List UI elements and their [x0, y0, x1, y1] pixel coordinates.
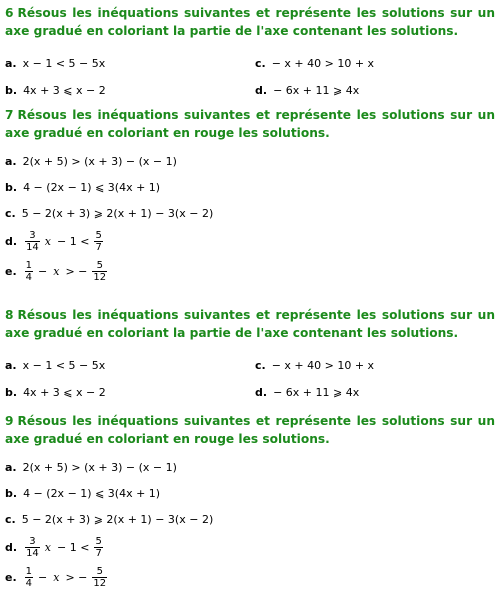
- item-expression: − x + 40 > 10 + x: [271, 57, 375, 70]
- item-label: c.: [5, 206, 16, 220]
- item-label: c.: [5, 512, 16, 526]
- operator: −: [38, 264, 48, 278]
- item-label: d.: [5, 234, 18, 248]
- exercise-instruction: Résous les inéquations suivantes et représente les solutions sur un axe gradué en coloriant la partie de l'axe contenant les solutions.: [5, 6, 495, 38]
- item-expression: x − 1 < 5 − 5x: [22, 57, 106, 70]
- fraction: [94, 230, 102, 253]
- inequation-a: [5, 454, 495, 480]
- fraction: [25, 230, 40, 253]
- item-label: e.: [5, 264, 17, 278]
- item-expression: 2(x + 5) > (x + 3) − (x − 1): [22, 460, 177, 474]
- inequation-c: [5, 200, 495, 226]
- fraction-denominator: 4: [25, 577, 33, 589]
- exercise-number: 8: [5, 308, 14, 322]
- inequation-c: [255, 50, 374, 77]
- fraction-denominator: 7: [95, 547, 102, 559]
- inequation-d: [255, 77, 359, 104]
- inequation-a: [5, 352, 105, 379]
- variable: x: [44, 540, 52, 554]
- inequation-row: [5, 50, 495, 77]
- inequation-c: [255, 352, 374, 379]
- fraction-denominator: 14: [26, 241, 39, 253]
- fraction-numerator: 1: [25, 259, 33, 271]
- item-expression: − 6x + 11 ⩾ 4x: [273, 386, 360, 399]
- item-label: a.: [5, 460, 17, 474]
- exercise-title: [5, 412, 495, 448]
- item-label: b.: [5, 486, 18, 500]
- item-label: b.: [5, 180, 18, 194]
- variable: x: [44, 234, 52, 248]
- inequation-row: [5, 379, 495, 406]
- exercise-8: [5, 306, 495, 406]
- fraction-denominator: 14: [26, 547, 39, 559]
- item-expression: 2(x + 5) > (x + 3) − (x − 1): [22, 154, 177, 168]
- item-label: c.: [255, 359, 266, 372]
- item-expression: − 6x + 11 ⩾ 4x: [273, 84, 360, 97]
- fraction: [25, 260, 33, 283]
- operator: − 1 <: [57, 540, 90, 554]
- item-expression: 5 − 2(x + 3) ⩾ 2(x + 1) − 3(x − 2): [21, 512, 214, 526]
- item-label: b.: [5, 84, 18, 97]
- item-expression: x − 1 < 5 − 5x: [22, 359, 106, 372]
- inequation-b: [5, 379, 106, 406]
- inequation-c: [5, 506, 495, 532]
- inequation-a: [5, 50, 105, 77]
- inequation-d: [255, 379, 359, 406]
- item-label: a.: [5, 57, 17, 70]
- item-label: e.: [5, 570, 17, 584]
- exercise-title: [5, 306, 495, 342]
- fraction: [25, 566, 33, 589]
- exercise-number: 6: [5, 6, 14, 20]
- exercise-instruction: Résous les inéquations suivantes et représente les solutions sur un axe gradué en coloriant en rouge les solutions.: [5, 414, 495, 446]
- fraction-numerator: 1: [25, 565, 33, 577]
- inequation-e: [5, 562, 495, 592]
- item-label: a.: [5, 154, 17, 168]
- fraction-numerator: 5: [96, 565, 103, 577]
- fraction-denominator: 7: [95, 241, 102, 253]
- item-label: d.: [5, 540, 18, 554]
- inequation-d: [5, 226, 495, 256]
- inequation-row: [5, 352, 495, 379]
- inequation-b: [5, 480, 495, 506]
- item-expression: 4 − (2x − 1) ⩽ 3(4x + 1): [23, 180, 161, 194]
- fraction-numerator: 3: [29, 535, 36, 547]
- item-expression: 4 − (2x − 1) ⩽ 3(4x + 1): [23, 486, 161, 500]
- item-expression: − x + 40 > 10 + x: [271, 359, 375, 372]
- exercise-number: 9: [5, 414, 14, 428]
- fraction: [94, 536, 102, 559]
- item-label: c.: [255, 57, 266, 70]
- item-expression: 5 − 2(x + 3) ⩾ 2(x + 1) − 3(x − 2): [21, 206, 214, 220]
- exercise-title: [5, 4, 495, 40]
- inequation-row: [5, 77, 495, 104]
- operator: > −: [65, 570, 88, 584]
- operator: − 1 <: [57, 234, 90, 248]
- exercise-instruction: Résous les inéquations suivantes et représente les solutions sur un axe gradué en coloriant en rouge les solutions.: [5, 108, 495, 140]
- fraction: [25, 536, 40, 559]
- exercise-number: 7: [5, 108, 14, 122]
- item-label: b.: [5, 386, 18, 399]
- fraction-denominator: 12: [93, 271, 107, 283]
- exercise-7: [5, 106, 495, 286]
- item-label: d.: [255, 84, 268, 97]
- fraction-numerator: 5: [95, 229, 102, 241]
- inequation-d: [5, 532, 495, 562]
- inequation-b: [5, 77, 106, 104]
- item-label: d.: [255, 386, 268, 399]
- fraction-denominator: 4: [25, 271, 33, 283]
- inequation-a: [5, 148, 495, 174]
- item-label: a.: [5, 359, 17, 372]
- variable: x: [53, 264, 60, 278]
- exercise-9: [5, 412, 495, 592]
- fraction-numerator: 3: [29, 229, 36, 241]
- exercise-title: [5, 106, 495, 142]
- exercise-6: [5, 4, 495, 104]
- fraction-numerator: 5: [96, 259, 103, 271]
- inequation-e: [5, 256, 495, 286]
- fraction-numerator: 5: [95, 535, 102, 547]
- operator: > −: [65, 264, 88, 278]
- fraction-denominator: 12: [93, 577, 107, 589]
- fraction: [92, 566, 107, 589]
- item-expression: 4x + 3 ⩽ x − 2: [23, 84, 106, 97]
- operator: −: [38, 570, 48, 584]
- fraction: [92, 260, 107, 283]
- exercise-instruction: Résous les inéquations suivantes et représente les solutions sur un axe gradué en coloriant la partie de l'axe contenant les solutions.: [5, 308, 495, 340]
- inequation-b: [5, 174, 495, 200]
- variable: x: [53, 570, 60, 584]
- item-expression: 4x + 3 ⩽ x − 2: [23, 386, 106, 399]
